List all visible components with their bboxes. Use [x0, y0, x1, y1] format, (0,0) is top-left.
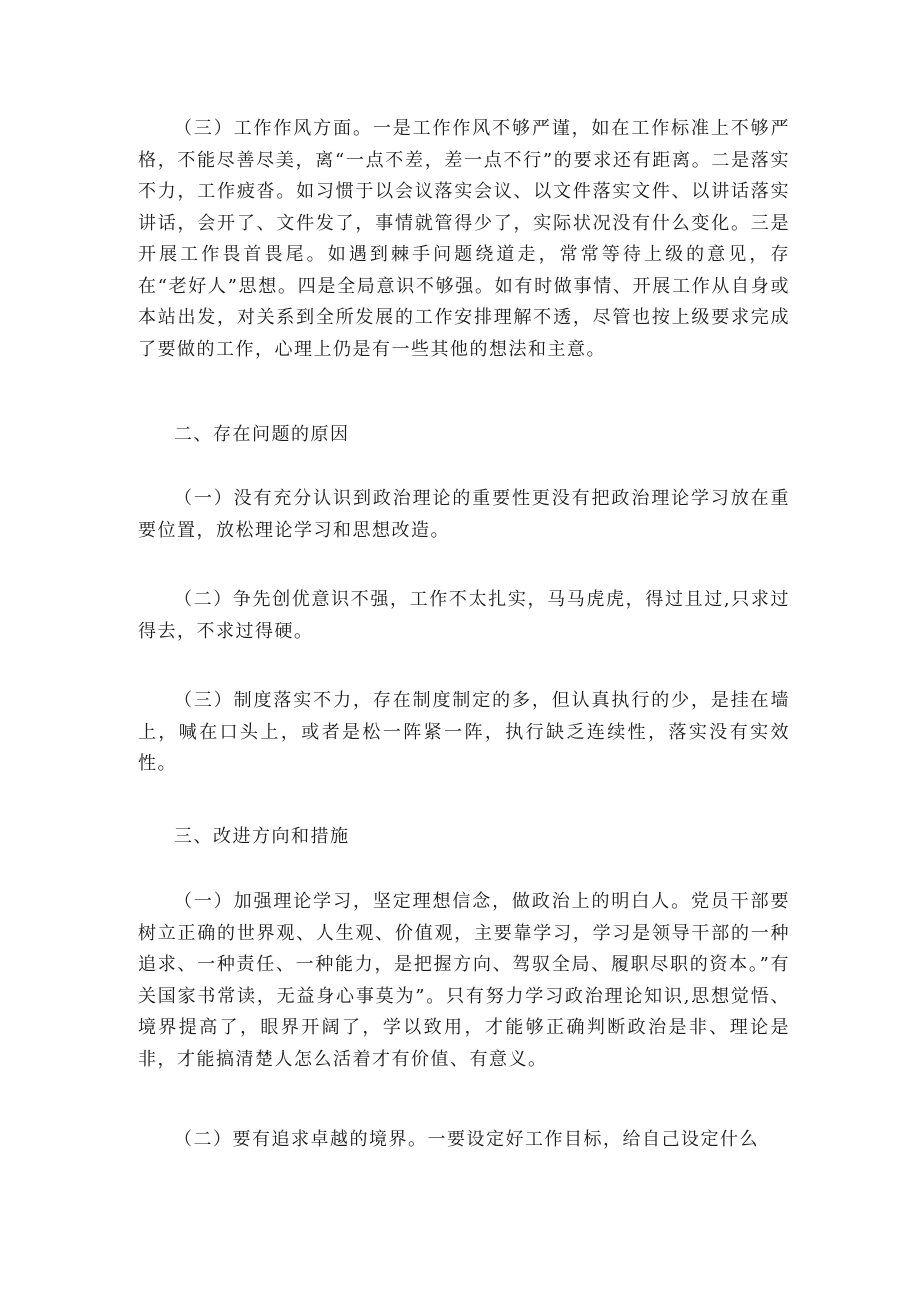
- section-heading-causes: 二、存在问题的原因: [174, 424, 350, 445]
- paragraph-cause-1: （一）没有充分认识到政治理论的重要性更没有把政治理论学习放在重要位置，放松理论学习和思想改造。: [138, 488, 790, 541]
- paragraph-cause-3: （三）制度落实不力，存在制度制定的多，但认真执行的少，是挂在墙上，喊在口头上，或者是松一阵紧一阵，执行缺乏连续性，落实没有实效性。: [138, 690, 790, 774]
- paragraph-work-style: （三）工作作风方面。一是工作作风不够严谨，如在工作标准上不够严格，不能尽善尽美，离“一点不差，差一点不行”的要求还有距离。二是落实不力，工作疲沓。如习惯于以会议落实会议、以文件落实文件、以讲话落实讲话，会开了、文件发了，事情就管得少了，实际状况没有什么变化。三是开展工作畏首畏尾。如遇到棘手问题绕道走，常常等待上级的意见，存在“老好人”思想。四是全局意识不够强。如有时做事情、开展工作从自身或本站出发，对关系到全所发展的工作安排理解不透，尽管也按上级要求完成了要做的工作，心理上仍是有一些其他的想法和主意。: [138, 118, 790, 360]
- section-heading-improvements: 三、改进方向和措施: [174, 826, 350, 847]
- paragraph-improvement-1: （一）加强理论学习，坚定理想信念，做政治上的明白人。党员干部要树立正确的世界观、人生观、价值观，主要靠学习，学习是领导干部的一种追求、一种责任、一种能力，是把握方向、驾驭全局、履职尽职的资本。”有关国家书常读，无益身心事莫为”。只有努力学习政治理论知识,思想觉悟、境界提高了，眼界开阔了，学以致用，才能够正确判断政治是非、理论是非，才能搞清楚人怎么活着才有价值、有意义。: [138, 891, 790, 1070]
- paragraph-improvement-2: （二）要有追求卓越的境界。一要设定好工作目标，给自己设定什么: [174, 1129, 759, 1150]
- paragraph-cause-2: （二）争先创优意识不强，工作不太扎实，马马虎虎，得过且过,只求过得去，不求过得硬。: [138, 589, 790, 642]
